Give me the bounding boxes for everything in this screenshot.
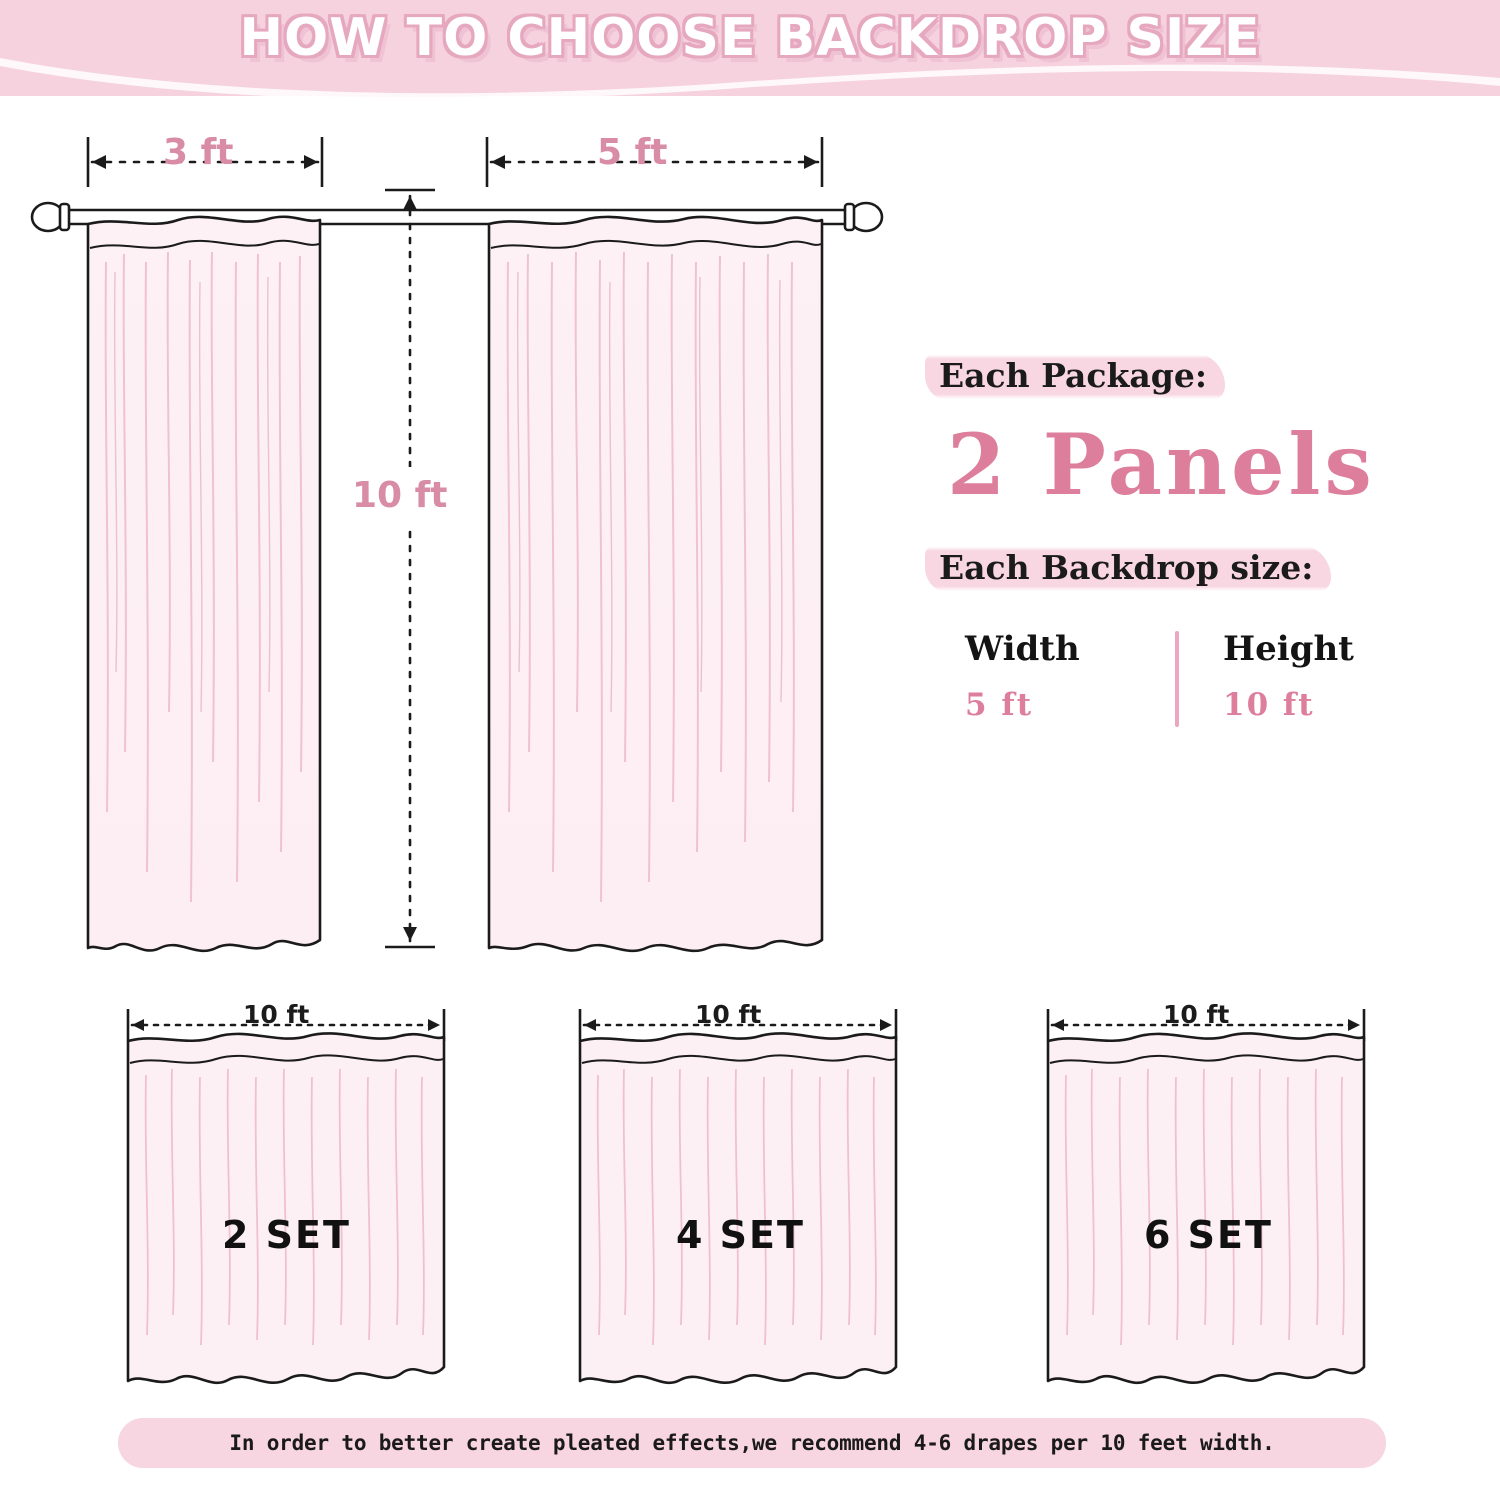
set-diagram-1 — [100, 995, 470, 1415]
info-panel — [925, 352, 1465, 727]
footer-note-text: In order to better create pleated effects,we recommend 4-6 drapes per 10 feet width. — [229, 1431, 1275, 1455]
height-label: 10 ft — [352, 475, 448, 516]
top-curtain-diagram — [0, 112, 900, 992]
header-banner — [0, 0, 1500, 112]
height-header: Height — [1223, 629, 1354, 669]
each-backdrop-size-label: Each Backdrop size: — [925, 544, 1331, 593]
curtain-panel-left — [88, 217, 320, 951]
width-value: 5 ft — [965, 687, 1034, 723]
curtain-panel-right — [489, 217, 822, 951]
panels-count: 2 Panels — [947, 415, 1376, 514]
left-width-label: 3 ft — [163, 132, 234, 173]
curtain-set-2 — [580, 1033, 896, 1382]
width-column — [965, 629, 1175, 727]
page-title: HOW TO CHOOSE BACKDROP SIZE — [239, 8, 1261, 68]
each-package-label: Each Package: — [925, 352, 1225, 401]
set-3-name: 6 SET — [1144, 1213, 1273, 1257]
set-1-width-label: 10 ft — [243, 1000, 310, 1029]
set-2-width-label: 10 ft — [695, 1000, 762, 1029]
set-diagram-3 — [1020, 995, 1390, 1415]
curtain-set-1 — [128, 1033, 444, 1382]
set-diagram-2 — [552, 995, 922, 1415]
height-column — [1179, 629, 1433, 727]
set-1-name: 2 SET — [222, 1213, 351, 1257]
curtain-set-3 — [1048, 1033, 1364, 1382]
right-width-label: 5 ft — [597, 132, 668, 173]
set-3-width-label: 10 ft — [1163, 1000, 1230, 1029]
height-value: 10 ft — [1223, 687, 1315, 723]
footer-note — [118, 1418, 1386, 1468]
set-2-name: 4 SET — [676, 1213, 805, 1257]
width-header: Width — [965, 629, 1080, 669]
dimension-height — [385, 190, 435, 947]
size-table — [965, 629, 1465, 727]
